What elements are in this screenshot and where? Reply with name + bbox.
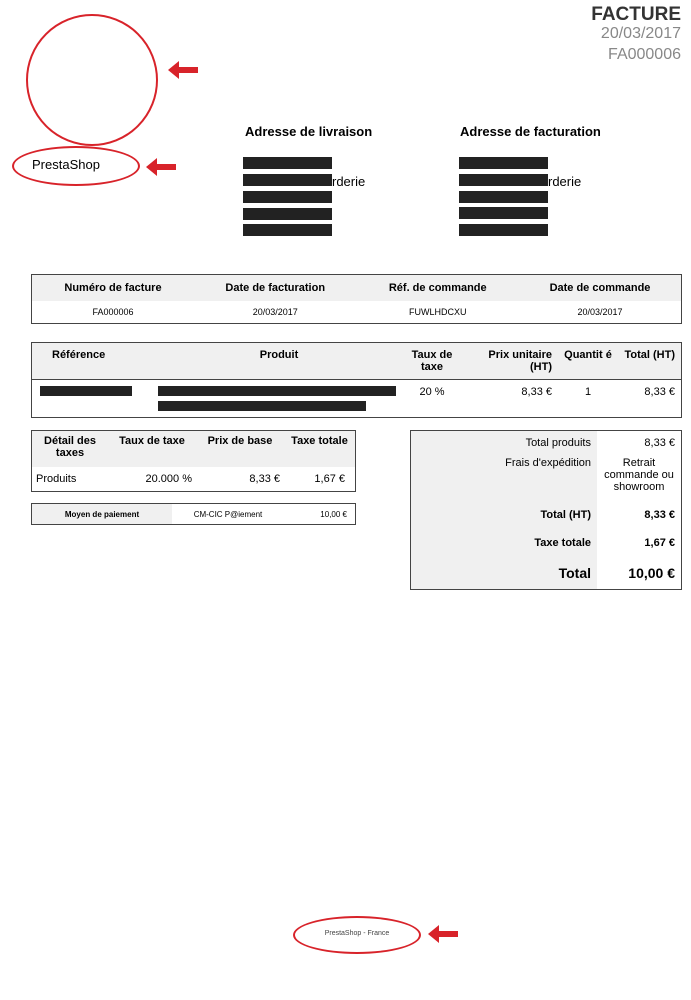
column-header: Prix unitaire (HT) [462, 343, 558, 380]
shipping-value: Retrait commande ou showroom [604, 457, 674, 493]
table-row [411, 557, 682, 590]
redacted-line [243, 208, 332, 220]
column-header: Total (HT) [618, 343, 682, 380]
billing-address-fragment: rderie [548, 174, 582, 189]
grand-total-label: Total [411, 557, 598, 590]
redacted-line [243, 157, 332, 169]
column-header: Quantit é [558, 343, 618, 380]
column-header: Détail des taxes [32, 431, 109, 468]
table-cell: Produits [36, 473, 77, 485]
total-tax-value: 1,67 € [644, 537, 675, 549]
redacted-line [459, 191, 548, 203]
column-header: Prix de base [196, 431, 284, 468]
redacted-line [459, 224, 548, 236]
table-cell: FUWLHDCXU [409, 307, 467, 317]
column-header: Réf. de commande [357, 275, 520, 302]
table-row [32, 467, 356, 492]
footer-text: PrestaShop - France [324, 930, 390, 937]
arrow-left-icon [428, 925, 458, 943]
table-row [32, 301, 682, 324]
arrow-left-icon [146, 158, 176, 176]
column-header: Date de commande [519, 275, 682, 302]
redacted-line [459, 174, 548, 186]
table-cell: 20.000 % [145, 473, 192, 485]
product-unit-price: 8,33 € [462, 380, 558, 418]
total-ht-value: 8,33 € [644, 509, 675, 521]
table-cell: 20/03/2017 [577, 307, 623, 317]
redacted-line [158, 386, 396, 396]
product-table [31, 342, 682, 418]
invoice-date: 20/03/2017 [600, 25, 681, 42]
table-cell: 1,67 € [314, 473, 345, 485]
billing-address-title: Adresse de facturation [460, 124, 601, 139]
shipping-address-fragment: rderie [332, 174, 366, 189]
grand-total-value: 10,00 € [628, 565, 675, 581]
column-header: Produit [156, 343, 402, 380]
invoice-number: FA000006 [608, 46, 681, 63]
product-total: 8,33 € [618, 380, 682, 418]
payment-amount: 10,00 € [320, 509, 347, 519]
column-header: Date de facturation [194, 275, 357, 302]
tax-detail-table [31, 430, 356, 492]
table-row [32, 380, 682, 418]
redacted-line [243, 224, 332, 236]
redacted-line [243, 191, 332, 203]
redacted-line [459, 157, 548, 169]
product-quantity: 1 [558, 380, 618, 418]
shipping-label: Frais d'expédition [411, 453, 598, 505]
table-header-row [32, 275, 682, 302]
table-cell: 8,33 € [249, 473, 280, 485]
shop-name: PrestaShop [32, 157, 100, 172]
column-header: Taxe totale [284, 431, 356, 468]
total-products-label: Total produits [411, 431, 598, 454]
invoice-info-table [31, 274, 682, 324]
column-header: Numéro de facture [32, 275, 195, 302]
table-row [411, 505, 682, 529]
redacted-line [459, 207, 548, 219]
table-row [411, 529, 682, 557]
payment-label: Moyen de paiement [32, 504, 173, 525]
redacted-line [243, 174, 332, 186]
redacted-line [158, 401, 366, 411]
table-row [411, 431, 682, 454]
totals-table [410, 430, 682, 590]
table-cell: 20/03/2017 [252, 307, 298, 317]
table-row [32, 504, 356, 525]
table-header-row [32, 343, 682, 380]
total-products-value: 8,33 € [644, 437, 675, 449]
payment-method: CM-CIC P@iement [193, 509, 263, 519]
column-header: Référence [32, 343, 157, 380]
arrow-left-icon [168, 61, 198, 79]
invoice-title: FACTURE [591, 4, 681, 25]
logo-placeholder-circle [26, 14, 158, 146]
column-header: Taux de taxe [402, 343, 462, 380]
table-row [411, 453, 682, 505]
total-ht-label: Total (HT) [411, 505, 598, 529]
column-header: Taux de taxe [108, 431, 196, 468]
payment-table [31, 503, 356, 525]
shipping-address-title: Adresse de livraison [245, 124, 373, 139]
total-tax-label: Taxe totale [411, 529, 598, 557]
product-tax-rate: 20 % [402, 380, 462, 418]
product-name [156, 380, 402, 418]
table-cell: FA000006 [92, 307, 134, 317]
product-reference [32, 380, 157, 418]
table-header-row [32, 431, 356, 468]
redacted-line [40, 386, 132, 396]
